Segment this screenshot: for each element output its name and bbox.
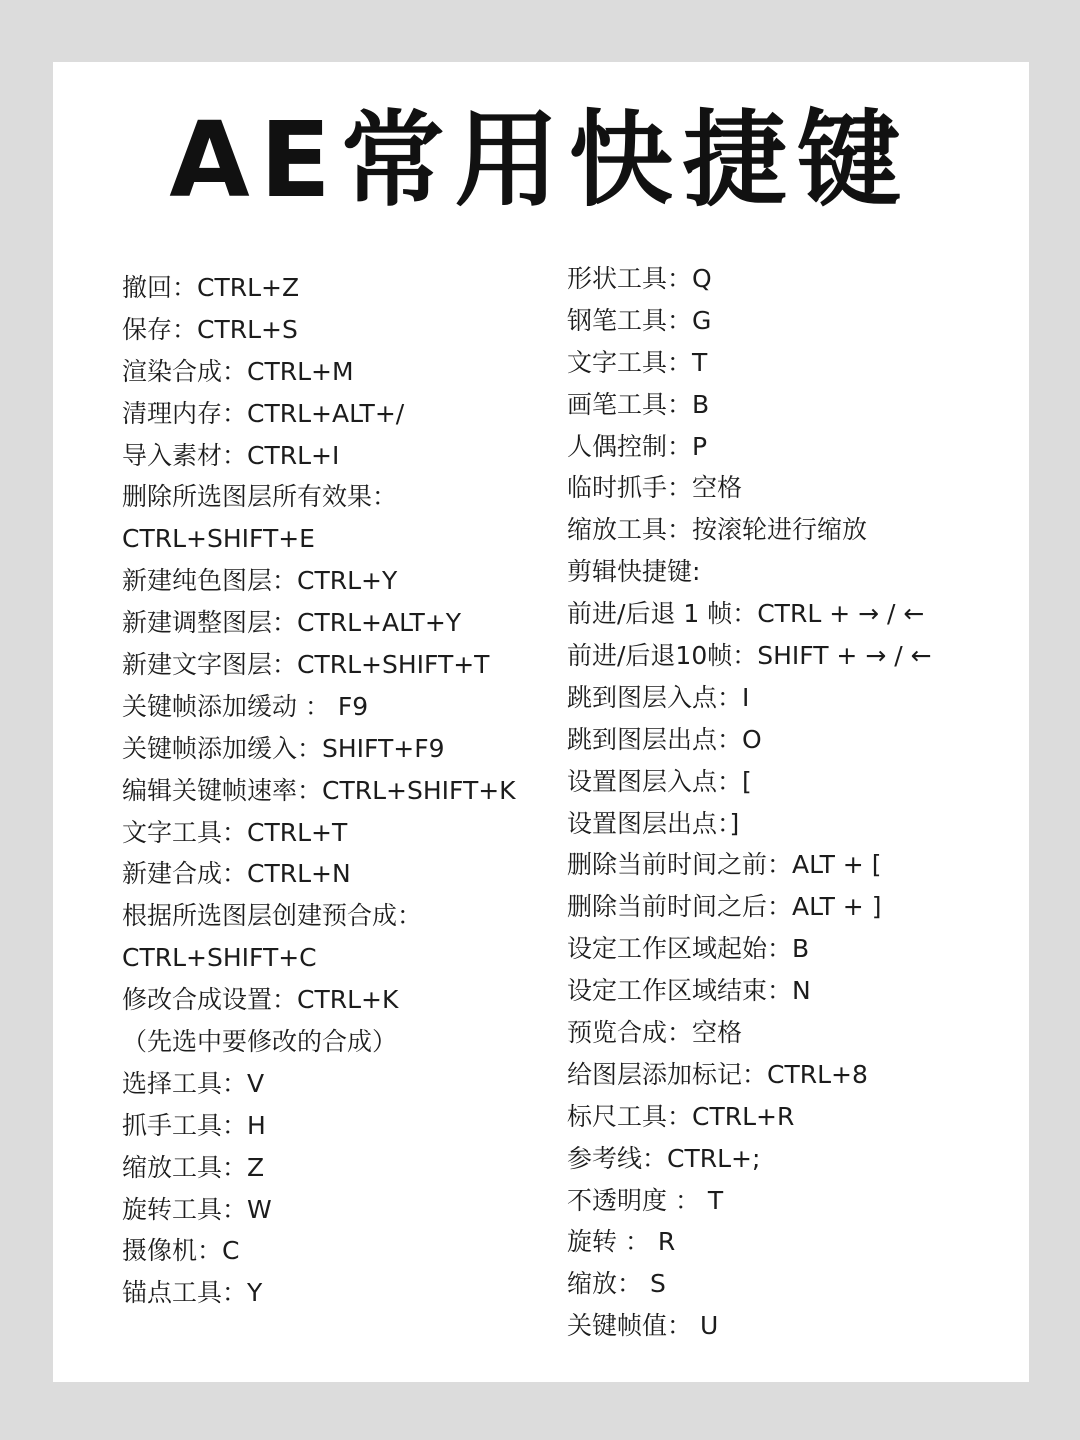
list-item: 设置图层入点：[: [567, 766, 752, 796]
list-item: 跳到图层出点：O: [567, 724, 762, 754]
list-item: 设定工作区域结束：N: [567, 976, 811, 1006]
list-item: 编辑关键帧速率：CTRL+SHIFT+K: [122, 775, 516, 805]
list-item: 抓手工具：H: [122, 1110, 266, 1140]
list-item: 缩放： S: [567, 1269, 666, 1299]
list-item: 钢笔工具：G: [567, 305, 712, 335]
list-item: 前进/后退10帧：SHIFT + → / ←: [567, 641, 932, 671]
list-item: 新建调整图层：CTRL+ALT+Y: [122, 608, 462, 638]
list-item: 删除当前时间之前：ALT + [: [567, 850, 882, 880]
list-item: 旋转工具：W: [122, 1194, 272, 1224]
list-item: 选择工具：V: [122, 1068, 265, 1098]
list-item: 关键帧添加缓入：SHIFT+F9: [122, 733, 445, 763]
list-item: 根据所选图层创建预合成：: [122, 901, 423, 931]
list-item: 设置图层出点：]: [567, 808, 740, 838]
list-item: 关键帧添加缓动 ： F9: [122, 691, 369, 721]
list-item: 新建合成：CTRL+N: [122, 859, 351, 889]
list-item: 画笔工具：B: [567, 389, 710, 419]
list-item: 文字工具：T: [567, 347, 708, 377]
list-item: 删除所选图层所有效果：: [122, 482, 398, 512]
list-item: 新建文字图层：CTRL+SHIFT+T: [122, 650, 490, 680]
list-item: 关键帧值： U: [567, 1311, 719, 1341]
page-title: AE常用快捷键: [169, 99, 911, 221]
list-item: 缩放工具：Z: [122, 1152, 265, 1182]
list-item: 人偶控制：P: [567, 431, 708, 461]
list-item: 不透明度 ： T: [567, 1185, 724, 1215]
list-item: 文字工具：CTRL+T: [122, 817, 348, 847]
list-item: 保存：CTRL+S: [122, 314, 298, 344]
left-shortcut-list: [122, 267, 532, 1314]
list-item: 删除当前时间之后：ALT + ]: [567, 892, 882, 922]
list-item: CTRL+SHIFT+C: [122, 943, 317, 973]
list-item: 临时抓手：空格: [567, 473, 743, 503]
right-shortcut-list: [567, 258, 1017, 1347]
list-item: 锚点工具：Y: [122, 1278, 263, 1308]
list-item: 预览合成：空格: [567, 1018, 743, 1048]
list-item: 修改合成设置：CTRL+K: [122, 985, 399, 1015]
list-item: 跳到图层入点：I: [567, 682, 750, 712]
list-item: 清理内存：CTRL+ALT+/: [122, 398, 405, 428]
list-item: 给图层添加标记：CTRL+8: [567, 1059, 868, 1089]
list-item: 摄像机：C: [122, 1236, 240, 1266]
list-item: 渲染合成：CTRL+M: [122, 356, 354, 386]
list-item: 新建纯色图层：CTRL+Y: [122, 566, 398, 596]
list-item: 标尺工具：CTRL+R: [567, 1101, 795, 1131]
list-item: 设定工作区域起始：B: [567, 934, 810, 964]
list-item: 撤回：CTRL+Z: [122, 273, 300, 302]
list-item: 形状工具：Q: [567, 264, 712, 293]
list-item: 前进/后退 1 帧：CTRL + → / ←: [567, 599, 925, 629]
list-item: CTRL+SHIFT+E: [122, 524, 315, 554]
list-item: 旋转 ： R: [567, 1227, 676, 1257]
list-item: 参考线：CTRL+;: [567, 1143, 761, 1173]
list-item: （先选中要修改的合成）: [122, 1027, 398, 1057]
list-item: 缩放工具：按滚轮进行缩放: [567, 515, 868, 545]
list-item: 导入素材：CTRL+I: [122, 440, 340, 470]
list-item: 剪辑快捷键:: [567, 557, 701, 587]
